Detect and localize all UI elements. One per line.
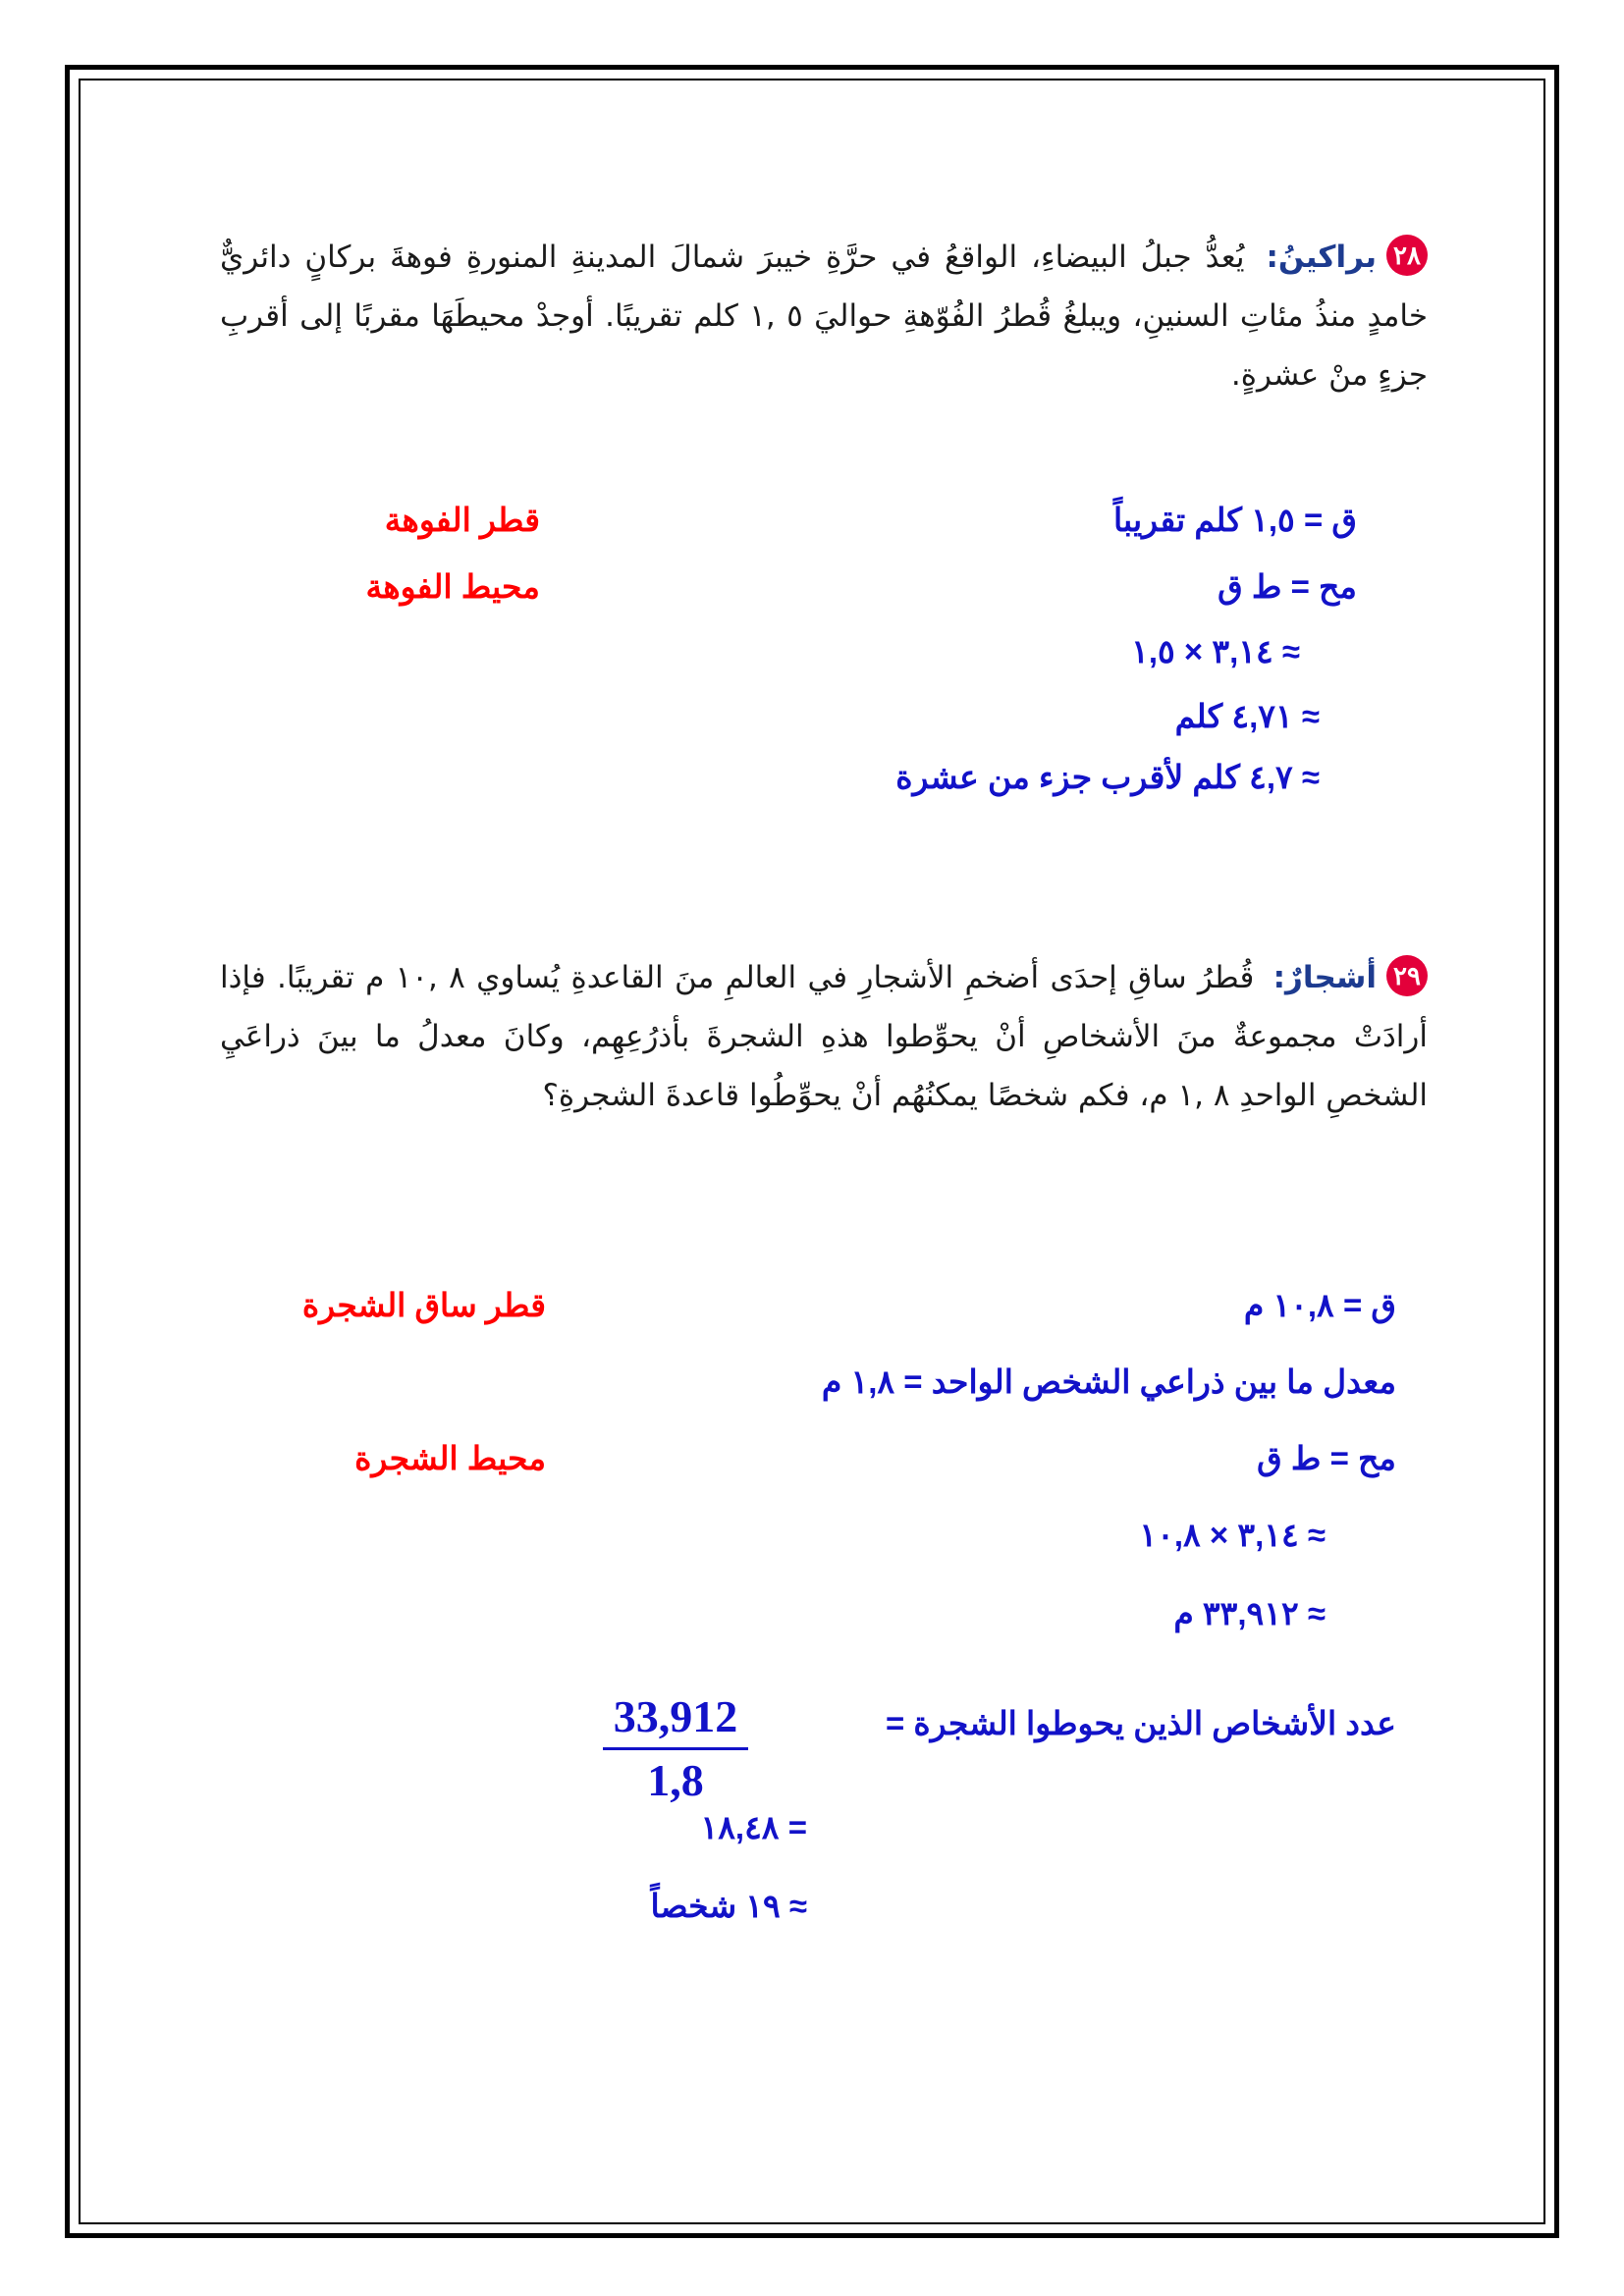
solution-line: ≈ ٣,١٤ × ١٠,٨	[1139, 1517, 1326, 1553]
solution-line: مح = ط ق	[1218, 568, 1357, 605]
annotation-note: قطر ساق الشجرة	[301, 1287, 546, 1323]
solution-line: ≈ ٣,١٤ × ١,٥	[1131, 633, 1300, 669]
problem-title: أشجارٌ:	[1272, 960, 1377, 995]
solution-line: عدد الأشخاص الذين يحوطوا الشجرة =	[885, 1705, 1396, 1741]
fraction-denominator: 1,8	[647, 1755, 704, 1805]
solution-line: مح = ط ق	[1257, 1440, 1396, 1476]
annotation-note: قطر الفوهة	[384, 502, 540, 538]
annotation-note: محيط الشجرة	[354, 1440, 546, 1476]
annotation-note: محيط الفوهة	[365, 568, 540, 605]
problem-title: براكينُ:	[1266, 240, 1377, 275]
solution-line: ≈ ٤,٧١ كلم	[1174, 698, 1320, 734]
fraction-numerator: 33,912	[613, 1691, 738, 1741]
solution-line: = ١٨,٤٨	[700, 1809, 807, 1845]
solution-line: ق = ١,٥ كلم تقريباً	[1112, 502, 1357, 538]
fraction-bar	[603, 1747, 748, 1750]
problem-text: قُطرُ ساقِ إحدَى أضخمِ الأشجارِ في العالمِ منَ القاعدةِ يُساوي ٨ ,١٠ م تقريبًا. فإذا أرادَتْ مجموعةٌ منَ الأشخاصِ أنْ يحوِّطوا هذهِ الشجرةَ بأذرُعِهِم، وكانَ معدلُ ما بينَ ذراعَيِ الشخصِ الواحدِ ٨ ,١ م، فكم شخصًا يمكنُهُم أنْ يحوِّطُوا قاعدةَ الشجرةِ؟	[220, 960, 1428, 1113]
problem-number-badge: ٢٨	[1386, 235, 1428, 276]
problem-text: يُعدُّ جبلُ البيضاءِ، الواقعُ في حرَّةِ خيبرَ شمالَ المدينةِ المنورةِ فوهةَ بركانٍ دائريٌّ خامدٍ منذُ مئاتِ السنينِ، ويبلغُ قُطرُ الفُوّهةِ حواليَ ٥ ,١ كلم تقريبًا. أوجدْ محيطَهَا مقربًا إلى أقربِ جزءٍ منْ عشرةٍ.	[220, 240, 1428, 393]
solution-line: ق = ١٠,٨ م	[1243, 1287, 1396, 1323]
division-fraction	[597, 1690, 754, 1807]
solution-line: ≈ ١٩ شخصاً	[650, 1888, 807, 1924]
solution-line: معدل ما بين ذراعي الشخص الواحد = ١,٨ م	[821, 1363, 1396, 1400]
problem-28-statement	[220, 228, 1428, 404]
solution-line: ≈ ٤,٧ كلم لأقرب جزء من عشرة	[895, 759, 1320, 795]
solution-line: ≈ ٣٣,٩١٢ م	[1173, 1595, 1326, 1631]
problem-number-badge: ٢٩	[1386, 955, 1428, 996]
problem-29-statement	[220, 948, 1428, 1125]
